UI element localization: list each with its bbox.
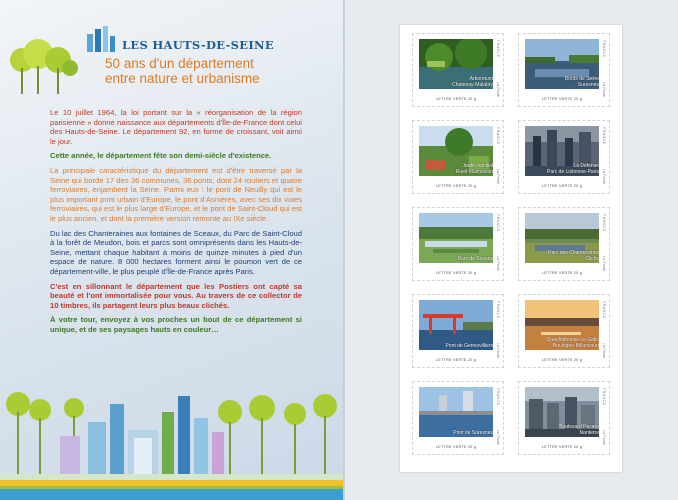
stamp-panel — [345, 0, 678, 500]
stamp-caption: Parc des Chanteraines Clichy — [548, 250, 599, 262]
headline — [105, 56, 325, 86]
stamp-country: FRANCE — [602, 127, 606, 145]
body-text — [50, 108, 302, 339]
stamp-issuer: La Poste — [602, 430, 606, 445]
stamp-country: FRANCE — [602, 301, 606, 319]
paragraph-invitation: À votre tour, envoyez à vos proches un bout de ce département si unique, et de ses paysages hauts en couleur… — [50, 315, 302, 334]
stamp-country: FRANCE — [602, 214, 606, 232]
stamp-value: LETTRE VERTE 20 g — [541, 184, 583, 188]
stamp-pont-de-suresnes[interactable] — [412, 381, 504, 455]
headline-line-2: entre nature et urbanisme — [105, 71, 260, 86]
stamp-bords-de-seine[interactable] — [518, 33, 610, 107]
stamp-issuer: La Poste — [496, 169, 500, 184]
logo-text: LES HAUTS-DE-SEINE — [122, 38, 274, 52]
stamp-country: FRANCE — [496, 388, 500, 406]
stamp-caption: Quai Alphonse Le Gallo Boulogne-Billancourt — [546, 337, 599, 349]
stamp-caption: Pont de Suresnes — [453, 430, 493, 436]
stamp-caption: Parc de Sceaux — [457, 256, 493, 262]
stamp-value: LETTRE VERTE 20 g — [541, 358, 583, 362]
stamp-value: LETTRE VERTE 20 g — [435, 445, 477, 449]
stamp-caption: Boulevard Pesaro Nanterre — [559, 424, 599, 436]
paragraph-anniversary: Cette année, le département fête son demi-siècle d'existence. — [50, 151, 272, 161]
stamp-issuer: La Poste — [496, 256, 500, 271]
paragraph-history: Le 10 juillet 1964, la loi portant sur la « réorganisation de la région parisienne » donne naissance aux départements d'Île-de-France dont celui des Hauts-de-Seine. Le département 92, en forme de croissant, voit ainsi le jour. — [50, 108, 302, 146]
stamp-value: LETTRE VERTE 20 g — [435, 358, 477, 362]
stamp-issuer: La Poste — [602, 256, 606, 271]
stamp-issuer: La Poste — [602, 169, 606, 184]
stamp-value: LETTRE VERTE 20 g — [435, 97, 477, 101]
stamp-issuer: La Poste — [496, 343, 500, 358]
headline-line-1: 50 ans d'un département — [105, 56, 254, 71]
stamp-caption: Bords de Seine Suresnes — [564, 76, 599, 88]
stamp-country: FRANCE — [496, 214, 500, 232]
stamp-sheet — [400, 25, 622, 472]
stamp-country: FRANCE — [496, 40, 500, 58]
stamp-issuer: La Poste — [602, 82, 606, 97]
stamp-caption: Jardin familial Rueil-Malmaison — [455, 163, 493, 175]
stamp-value: LETTRE VERTE 20 g — [435, 271, 477, 275]
stamp-value: LETTRE VERTE 20 g — [541, 445, 583, 449]
stamp-issuer: La Poste — [496, 430, 500, 445]
stamp-parc-des-chanteraines[interactable] — [518, 207, 610, 281]
trees-illustration — [8, 38, 78, 96]
stamp-caption: La Défense Parc de Lisbonne-Paris — [547, 163, 599, 175]
stamp-country: FRANCE — [602, 388, 606, 406]
stamp-quai-alphonse-le-gallo[interactable] — [518, 294, 610, 368]
stamp-arboretum[interactable] — [412, 33, 504, 107]
paragraph-collector: C'est en sillonnant le département que les Postiers ont capté sa beauté et l'ont immortalisée pour vous. Au travers de ce collector de 10 timbres, ils partagent leurs plus beaux clichés. — [50, 281, 302, 310]
stamp-value: LETTRE VERTE 20 g — [435, 184, 477, 188]
stamp-country: FRANCE — [496, 127, 500, 145]
stamp-country: FRANCE — [496, 301, 500, 319]
skyline-logo-icon — [86, 26, 116, 52]
paragraph-parks: Du lac des Chanteraines aux fontaines de Sceaux, du Parc de Saint-Cloud à la forêt de Meudon, bois et parcs sont omniprésents dans les Hauts-de-Seine, mettant chaque habitant à moins de quinze minutes à pied d'un espace de nature. 8 000 hectares forment ainsi le poumon vert de ce département-ville, le plus peuplé d'Île-de-France après Paris. — [50, 228, 302, 276]
stamp-boulevard-pesaro[interactable] — [518, 381, 610, 455]
stamp-caption: Pont de Gennevilliers — [445, 343, 493, 349]
stamp-issuer: La Poste — [602, 343, 606, 358]
stamp-issuer: La Poste — [496, 82, 500, 97]
stamp-country: FRANCE — [602, 40, 606, 58]
paragraph-seine: La principale caractéristique du département est d'être traversé par la Seine qui borde 17 des 36 communes. 36 ponts, dont 24 routiers et quatre ferroviaires, enjambent la Seine. Parmi eux : le pont de Neuilly qui est le plus important pont urbain d'Europe, le pont d'Asnières, avec ses dix voies ferroviaires, qui est le plus large d'Europe, et le pont de Saint-Cloud qui est le plus ancien, et dont la première version remonte au IXe siècle. — [50, 165, 302, 223]
stamp-la-defense[interactable] — [518, 120, 610, 194]
stamp-jardin-familial[interactable] — [412, 120, 504, 194]
stamp-pont-de-gennevilliers[interactable] — [412, 294, 504, 368]
stamp-caption: Arboretum Chatenay-Malabry — [452, 76, 493, 88]
stamp-parc-de-sceaux[interactable] — [412, 207, 504, 281]
stamp-value: LETTRE VERTE 20 g — [541, 97, 583, 101]
brand-logo — [86, 26, 274, 52]
stamp-value: LETTRE VERTE 20 g — [541, 271, 583, 275]
city-skyline-illustration — [0, 382, 343, 500]
